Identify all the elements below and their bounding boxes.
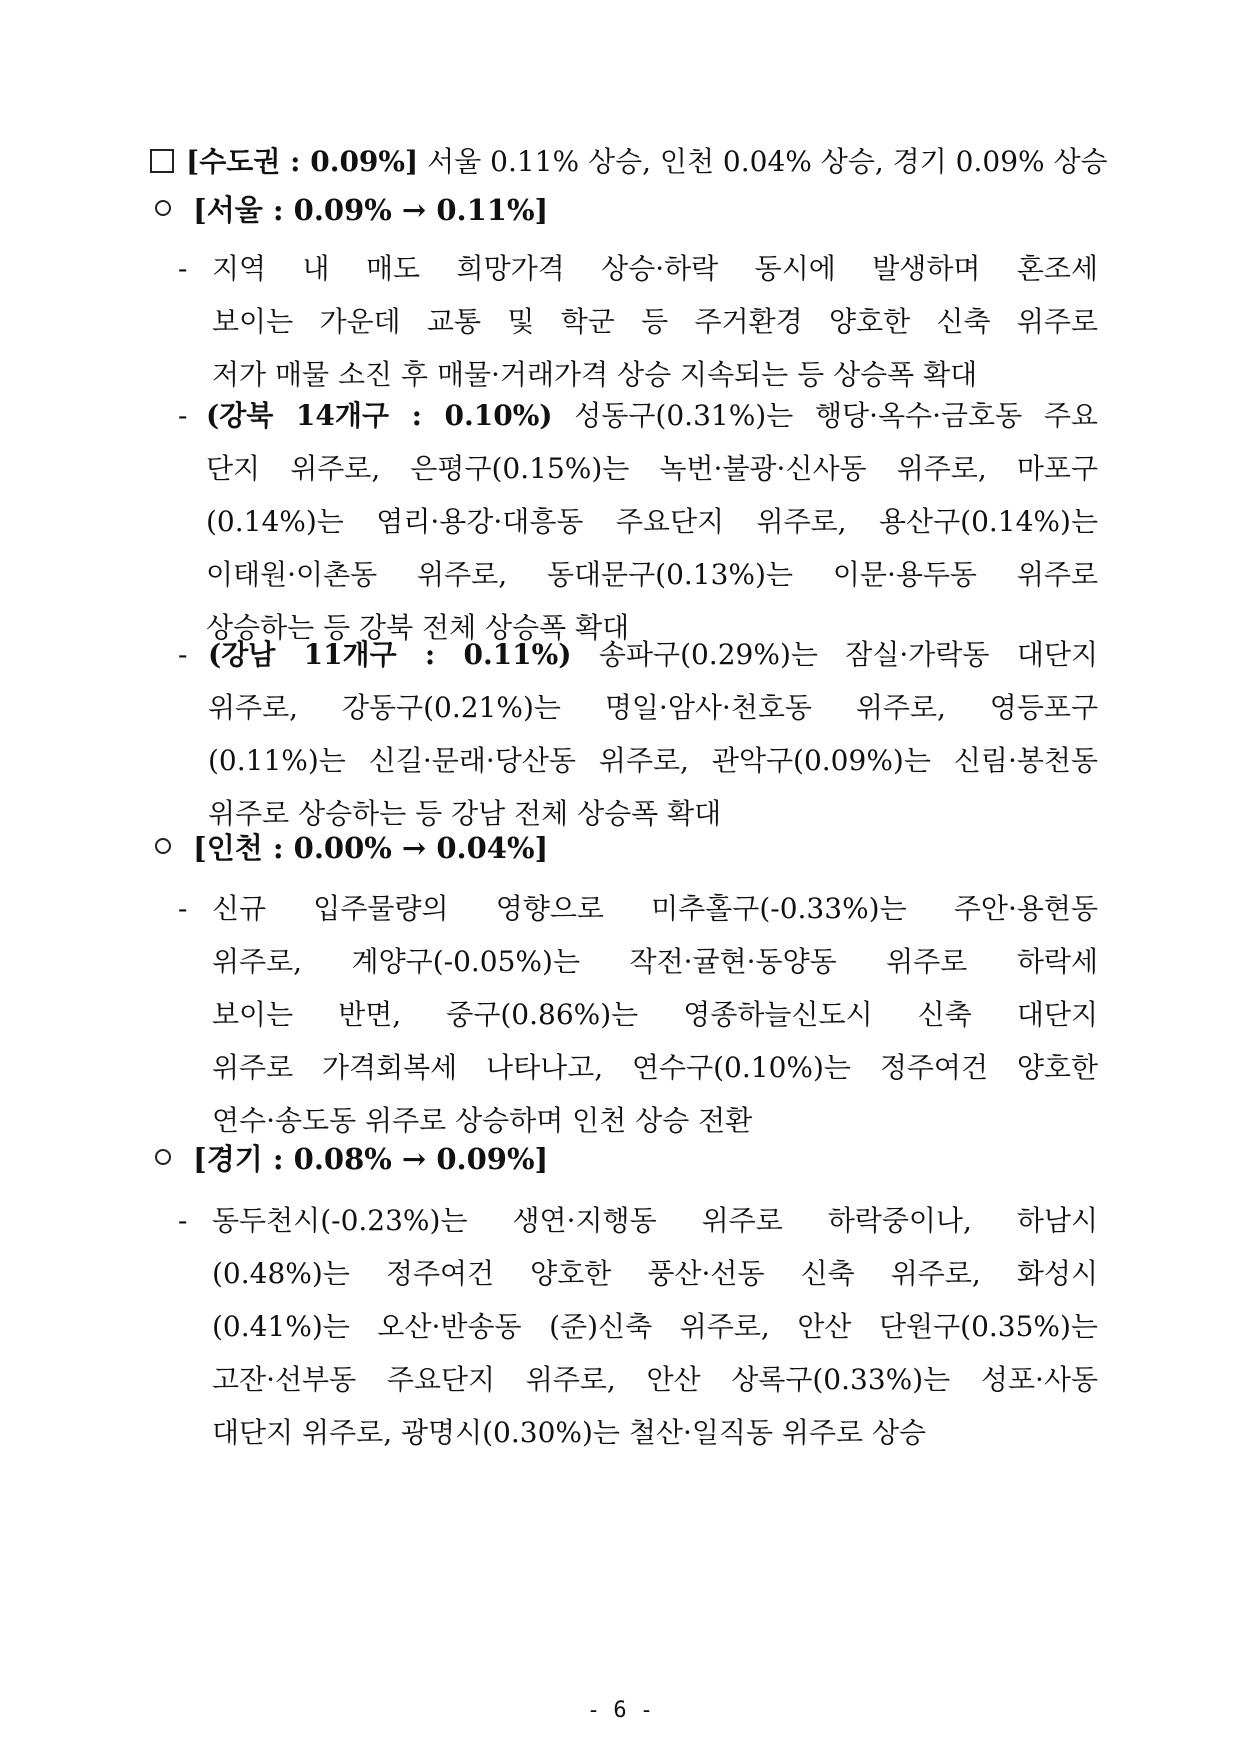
bullet-line: 보이는 반면, 중구(0.86%)는 영종하늘신도시 신축 대단지 — [212, 998, 1098, 1031]
dash-bullet: - — [178, 892, 188, 925]
section-heading-incheon — [155, 826, 548, 870]
bullet-line: 상승하는 등 강북 전체 상승폭 확대 — [206, 611, 630, 644]
section-heading-seoul — [155, 188, 548, 232]
bullet-bold-label: (강북 14개구 : 0.10%) — [206, 399, 553, 432]
bullet-line: (0.48%)는 정주여건 양호한 풍산·선동 신축 위주로, 화성시 — [212, 1257, 1098, 1290]
bullet-line: 대단지 위주로, 광명시(0.30%)는 철산·일직동 위주로 상승 — [212, 1416, 927, 1449]
section-heading-text: [경기 : 0.08% → 0.09%] — [193, 1142, 549, 1176]
bullet-gyeonggi-1 — [178, 1194, 1098, 1459]
bullet-gangbuk — [178, 389, 1098, 654]
bullet-line: 위주로 상승하는 등 강남 전체 상승폭 확대 — [208, 797, 722, 830]
bullet-line: 위주로 가격회복세 나타나고, 연수구(0.10%)는 정주여건 양호한 — [212, 1051, 1098, 1084]
bullet-line: 위주로, 계양구(-0.05%)는 작전·귤현·동양동 위주로 하락세 — [212, 945, 1098, 978]
dash-bullet: - — [178, 1204, 188, 1237]
section-heading-gyeonggi — [155, 1137, 548, 1181]
bullet-line: 고잔·선부동 주요단지 위주로, 안산 상록구(0.33%)는 성포·사동 — [212, 1363, 1098, 1396]
bullet-line: 보이는 가운데 교통 및 학군 등 주거환경 양호한 신축 위주로 — [212, 305, 1098, 338]
section-heading-text: [서울 : 0.09% → 0.11%] — [193, 193, 549, 227]
bullet-line: (0.14%)는 염리·용강·대흥동 주요단지 위주로, 용산구(0.14%)는 — [206, 505, 1098, 538]
checkbox-square-icon — [150, 149, 174, 173]
bullet-seoul-1 — [178, 242, 1098, 401]
bullet-incheon-1 — [178, 882, 1098, 1147]
page-number: - 6 - — [586, 1698, 654, 1723]
bullet-line-text: 송파구(0.29%)는 잠실·가락동 대단지 — [571, 638, 1098, 671]
bullet-line: (0.41%)는 오산·반송동 (준)신축 위주로, 안산 단원구(0.35%)는 — [212, 1310, 1098, 1343]
bullet-line: 단지 위주로, 은평구(0.15%)는 녹번·불광·신사동 위주로, 마포구 — [206, 452, 1098, 485]
bullet-line: 위주로, 강동구(0.21%)는 명일·암사·천호동 위주로, 영등포구 — [208, 691, 1098, 724]
bullet-bold-label: (강남 11개구 : 0.11%) — [208, 638, 572, 671]
bullet-line — [178, 389, 1098, 442]
bullet-line: (0.11%)는 신길·문래·당산동 위주로, 관악구(0.09%)는 신림·봉천동 — [208, 744, 1098, 777]
bullet-line: 신규 입주물량의 영향으로 미추홀구(-0.33%)는 주안·용현동 — [212, 892, 1098, 925]
section-heading-text: [인천 : 0.00% → 0.04%] — [193, 831, 549, 865]
dash-bullet: - — [178, 399, 188, 432]
summary-label: [수도권 : 0.09%] — [186, 145, 419, 178]
bullet-line: 지역 내 매도 희망가격 상승·하락 동시에 발생하며 혼조세 — [212, 252, 1098, 285]
bullet-line: 동두천시(-0.23%)는 생연·지행동 위주로 하락중이나, 하남시 — [212, 1204, 1098, 1237]
summary-text: 서울 0.11% 상승, 인천 0.04% 상승, 경기 0.09% 상승 — [418, 145, 1108, 178]
dash-bullet: - — [178, 638, 188, 671]
bullet-line: 저가 매물 소진 후 매물·거래가격 상승 지속되는 등 상승폭 확대 — [212, 358, 978, 391]
bullet-line: 이태원·이촌동 위주로, 동대문구(0.13%)는 이문·용두동 위주로 — [206, 558, 1098, 591]
bullet-gangnam — [178, 628, 1098, 840]
dash-bullet: - — [178, 252, 188, 285]
summary-heading — [150, 140, 1108, 184]
circle-bullet-icon — [155, 838, 171, 854]
bullet-line — [178, 628, 1098, 681]
circle-bullet-icon — [155, 1149, 171, 1165]
bullet-line-text: 성동구(0.31%)는 행당·옥수·금호동 주요 — [552, 399, 1098, 432]
bullet-line: 연수·송도동 위주로 상승하며 인천 상승 전환 — [212, 1104, 753, 1137]
circle-bullet-icon — [155, 200, 171, 216]
